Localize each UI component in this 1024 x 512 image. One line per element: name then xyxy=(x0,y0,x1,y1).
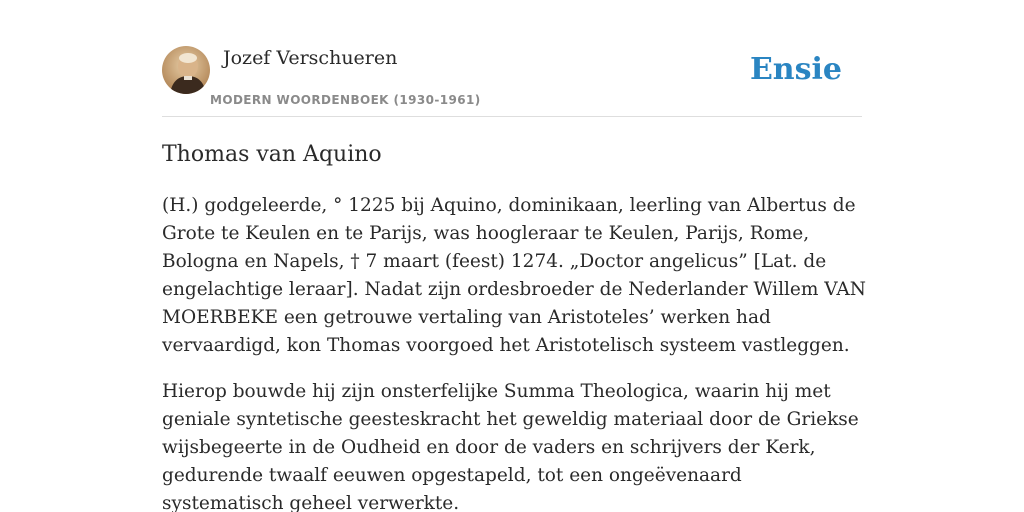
ensie-logo[interactable]: Ensie xyxy=(749,52,842,87)
author-name[interactable]: Jozef Verschueren xyxy=(223,47,398,69)
article-paragraph: (H.) godgeleerde, ° 1225 bij Aquino, dominikaan, leerling van Albertus de Grote te Keulen en te Parijs, was hoogleraar te Keulen, Parijs, Rome, Bologna en Napels, † 7 maart (feest) 1274. „Doctor angelicus” [Lat. de engelachtige leraar]. Nadat zijn ordesbroeder de Nederlander Willem VAN MOERBEKE een getrouwe vertaling van Aristoteles’ werken had vervaardigd, kon Thomas voorgoed het Aristotelisch systeem vastleggen. xyxy=(162,195,866,356)
portrait-icon xyxy=(162,46,210,94)
source-label[interactable]: MODERN WOORDENBOEK (1930-1961) xyxy=(210,93,481,107)
author-avatar-icon[interactable] xyxy=(162,46,210,94)
article-paragraph: Hierop bouwde hij zijn onsterfelijke Summa Theologica, waarin hij met geniale syntetische geesteskracht het geweldig materiaal door de Griekse wijsbegeerte in de Oudheid en door de vaders en schrijvers der Kerk, gedurende twaalf eeuwen opgestapeld, tot een ongeëvenaard systematisch geheel verwerkte. xyxy=(162,381,859,512)
article-title: Thomas van Aquino xyxy=(162,142,382,167)
article-body xyxy=(162,192,866,512)
article-header xyxy=(162,46,862,117)
